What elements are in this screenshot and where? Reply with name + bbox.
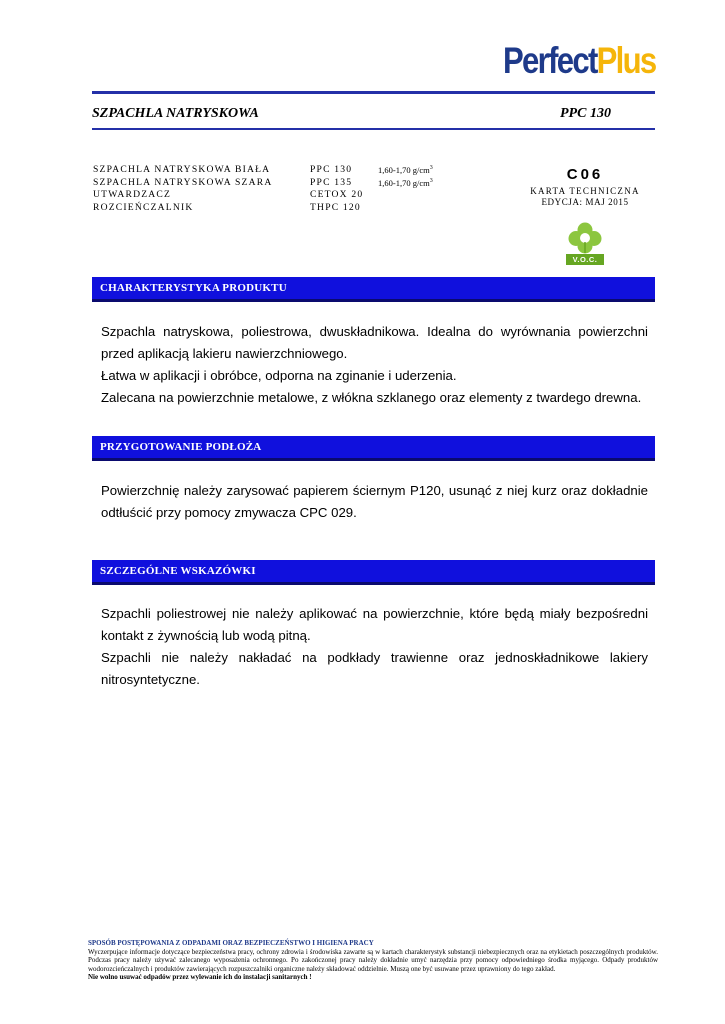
document-code: PPC 130 xyxy=(560,106,611,121)
paragraph: Łatwa w aplikacji i obróbce, odporna na zginanie i uderzenia. xyxy=(101,368,457,383)
clover-icon xyxy=(563,222,607,256)
section-body-characteristics xyxy=(101,321,648,409)
paragraph: Szpachli poliestrowej nie należy aplikować na powierzchnie, które będą miały bezpośredni kontakt z żywnością lub wodą pitną. xyxy=(101,606,648,643)
header-rule-top xyxy=(92,91,655,94)
product-code: CETOX 20 xyxy=(310,189,364,200)
table-row xyxy=(93,189,433,202)
paragraph: Szpachli nie należy nakładać na podkłady trawienne oraz jednoskładnikowe lakiery nitrosyntetyczne. xyxy=(101,650,648,687)
table-row xyxy=(93,202,433,215)
density-unit-sup: 3 xyxy=(429,165,433,172)
card-type: KARTA TECHNICZNA xyxy=(530,186,640,196)
product-table xyxy=(93,164,433,214)
section-body-surface-prep xyxy=(101,480,648,524)
footer-body: Wyczerpujące informacje dotyczące bezpieczeństwa pracy, ochrony zdrowia i środowiska zawarte są w kartach charakterystyk substancji niebezpiecznych oraz na etykietach poszczególnych produktów. Podczas pracy należy używać zalecanego wyposażenia ochronnego. Po zakończonej pracy należy dokładnie umyć narzędzia przy pomocy odpowiedniego środka myjącego. Odpady produktów wodorozcieńczalnych i produktów zawierających rozpuszczalniki organiczne należy składować oddzielnie. Muszą one być usuwane przez uprawniony do tego zakład. xyxy=(88,947,658,973)
product-code: PPC 135 xyxy=(310,176,353,188)
section-header-surface-prep xyxy=(92,436,655,461)
section-heading: SZCZEGÓLNE WSKAZÓWKI xyxy=(100,565,256,577)
card-code: C06 xyxy=(566,166,604,183)
voc-label: V.O.C. xyxy=(566,254,604,265)
table-row xyxy=(93,164,433,177)
logo-text-perfect: Perfect xyxy=(503,40,597,81)
product-code: PPC 130 xyxy=(310,164,353,175)
footer-title: SPOSÓB POSTĘPOWANIA Z ODPADAMI ORAZ BEZPIECZEŃSTWO I HIGIENA PRACY xyxy=(88,939,374,947)
document-title: SZPACHLA NATRYSKOWA xyxy=(92,106,259,121)
density-unit-sup: 3 xyxy=(429,177,433,184)
density-value: 1,60-1,70 g/cm xyxy=(378,177,430,188)
voc-badge xyxy=(563,222,607,268)
header-rule-bottom xyxy=(92,128,655,130)
section-header-characteristics xyxy=(92,277,655,302)
section-header-special-notes xyxy=(92,560,655,585)
table-row xyxy=(93,177,433,190)
paragraph: Szpachla natryskowa, poliestrowa, dwuskładnikowa. Idealna do wyrównania powierzchni przed aplikacją lakieru nawierzchniowego. xyxy=(101,324,648,361)
product-density xyxy=(378,177,433,190)
product-code: THPC 120 xyxy=(310,201,361,213)
product-name: SZPACHLA NATRYSKOWA SZARA xyxy=(93,176,273,188)
product-density xyxy=(378,202,433,215)
section-heading: CHARAKTERYSTYKA PRODUKTU xyxy=(100,282,287,294)
section-body-special-notes xyxy=(101,603,648,691)
logo-text-plus: Plus xyxy=(596,40,656,81)
footer-warning: Nie wolno usuwać odpadów przez wylewanie ich do instalacji sanitarnych ! xyxy=(88,973,312,982)
footer xyxy=(88,939,658,982)
section-heading: PRZYGOTOWANIE PODŁOŻA xyxy=(100,441,262,453)
product-name: ROZCIEŃCZALNIK xyxy=(93,201,194,213)
card-edition: EDYCJA: MAJ 2015 xyxy=(541,197,629,207)
product-name: SZPACHLA NATRYSKOWA BIAŁA xyxy=(93,164,271,175)
paragraph: Powierzchnię należy zarysować papierem ściernym P120, usunąć z niej kurz oraz dokładnie odtłuścić przy pomocy zmywacza CPC 029. xyxy=(101,483,648,520)
product-density xyxy=(378,189,433,202)
density-value: 1,60-1,70 g/cm xyxy=(378,165,430,175)
paragraph: Zalecana na powierzchnie metalowe, z włókna szklanego oraz elementy z twardego drewna. xyxy=(101,390,642,405)
product-density xyxy=(378,164,433,177)
brand-logo xyxy=(503,40,656,82)
product-name: UTWARDZACZ xyxy=(93,189,172,200)
